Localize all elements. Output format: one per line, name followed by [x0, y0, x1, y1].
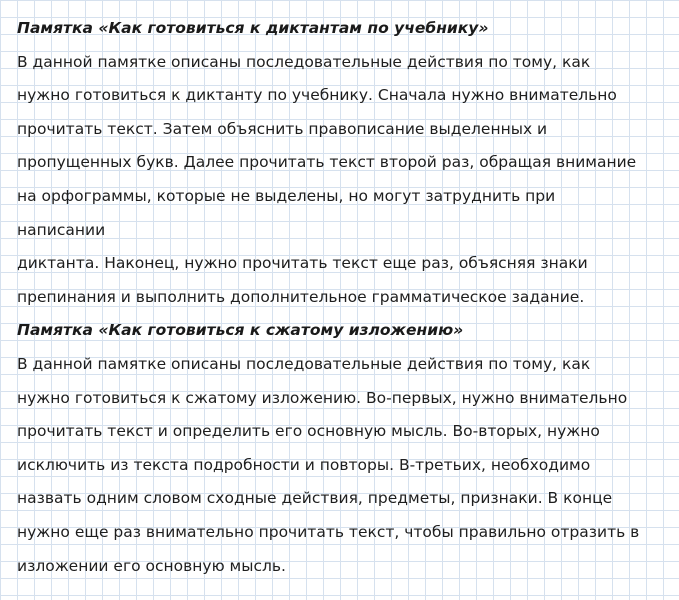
text-line: диктанта. Наконец, нужно прочитать текст еще раз, объясняя знаки	[17, 254, 588, 273]
text-line: препинания и выполнить дополнительное грамматическое задание.	[17, 287, 585, 306]
text-line: написании	[17, 220, 106, 239]
text-line: нужно еще раз внимательно прочитать текст, чтобы правильно отразить в	[17, 522, 640, 541]
document-body	[17, 12, 673, 583]
text-line: на орфограммы, которые не выделены, но могут затруднить при	[17, 186, 556, 205]
memo-text-dictation	[17, 46, 673, 315]
text-line: изложении его основную мысль.	[17, 556, 286, 575]
memo-title-summary: Памятка «Как готовиться к сжатому изложению»	[17, 321, 464, 340]
text-line: пропущенных букв. Далее прочитать текст второй раз, обращая внимание	[17, 153, 637, 172]
text-line: прочитать текст и определить его основную мысль. Во-вторых, нужно	[17, 422, 600, 441]
text-line: нужно готовиться к сжатому изложению. Во-первых, нужно внимательно	[17, 388, 628, 407]
text-line: нужно готовиться к диктанту по учебнику. Сначала нужно внимательно	[17, 86, 617, 105]
memo-title-dictation: Памятка «Как готовиться к диктантам по учебнику»	[17, 19, 489, 37]
text-line: В данной памятке описаны последовательные действия по тому, как	[17, 52, 591, 71]
text-line: прочитать текст. Затем объяснить правописание выделенных и	[17, 119, 548, 138]
text-line: назвать одним словом сходные действия, предметы, признаки. В конце	[17, 489, 613, 508]
text-line: В данной памятке описаны последовательные действия по тому, как	[17, 354, 591, 373]
memo-text-summary	[17, 348, 673, 583]
text-line: исключить из текста подробности и повторы. В-третьих, необходимо	[17, 455, 591, 474]
